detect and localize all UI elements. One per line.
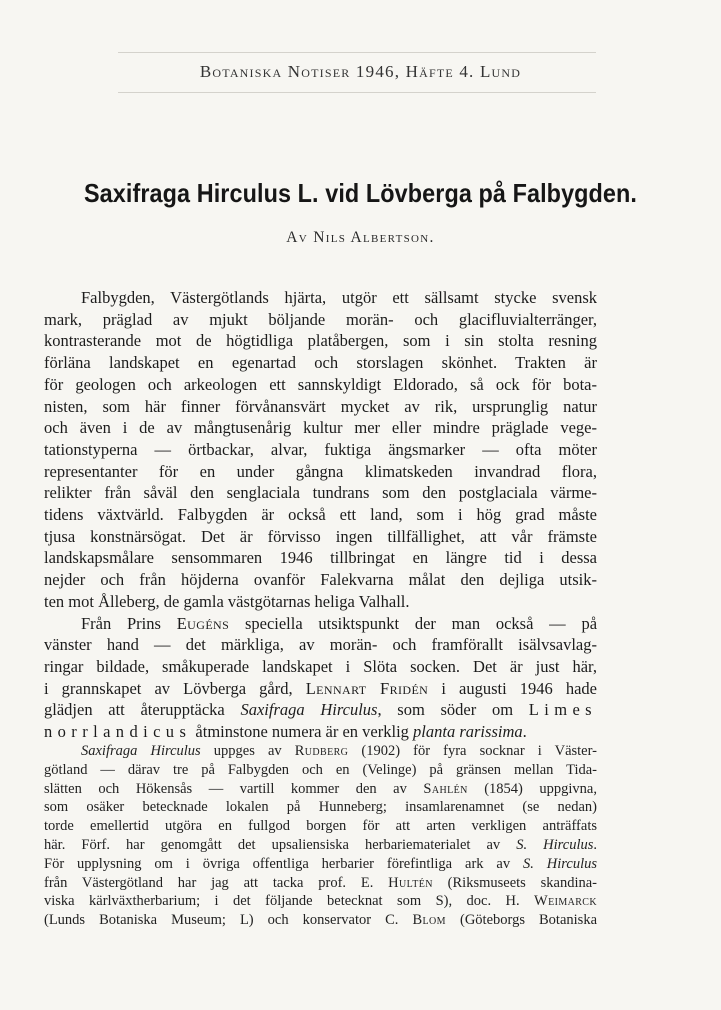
text-segment: slätten och Hökensås — vartill kommer den av: [44, 780, 424, 797]
text-segment: Lennart Fridén: [305, 678, 429, 698]
text-segment: .: [593, 836, 597, 853]
note-line: [44, 911, 597, 930]
top-rule: [118, 52, 596, 53]
text-line: [44, 309, 597, 331]
note-line: [44, 798, 597, 817]
text-line: [44, 482, 597, 504]
text-segment: För upplysning om i övriga offentliga herbarier förefintliga ark av: [44, 855, 524, 872]
text-line: [44, 656, 597, 678]
text-line: [44, 504, 597, 526]
text-segment: förläna landskapet en egenartad och storslagen skönhet. Trakten är: [44, 353, 597, 373]
running-head: Botaniska Notiser 1946, Häfte 4. Lund: [199, 62, 522, 81]
text-line: [44, 547, 597, 569]
text-segment: relikter från såväl den senglaciala tundrans som den postglaciala värme-: [44, 483, 597, 503]
text-line: [44, 330, 597, 352]
text-segment: landskapsmålare sensommaren 1946 tillbringat en längre tid i dessa: [44, 548, 597, 568]
text-segment: norrlandicus: [44, 722, 192, 742]
text-segment: Sahlén: [423, 780, 468, 797]
text-line: [44, 526, 597, 548]
text-line: [44, 439, 597, 461]
text-segment: Eugéns: [176, 613, 230, 633]
text-segment: tationstyperna — örtbackar, alvar, fuktiga ängsmarker — ofta möter: [44, 439, 597, 459]
text-segment: som osäker betecknade lokalen på Hunneberg; insamlarenamnet (se nedan): [44, 799, 597, 816]
text-segment: Falbygden, Västergötlands hjärta, utgör ett sällsamt stycke svensk: [81, 288, 597, 307]
text-segment: Saxifraga Hirculus: [240, 700, 378, 720]
text-segment: glädjen att återupptäcka: [44, 700, 241, 720]
text-segment: Hultén: [388, 874, 433, 891]
text-segment: S. Hirculus: [516, 836, 594, 853]
note-line: [44, 817, 597, 836]
text-segment: ringar bildade, småkuperade landskapet i Slöta socken. Det är just här,: [44, 656, 597, 676]
text-line: [44, 374, 597, 396]
text-segment: ten mot Ålleberg, de gamla västgötarnas heliga Valhall.: [44, 591, 410, 611]
text-segment: åtminstone numera är en verklig: [191, 722, 414, 742]
note-line: [44, 780, 597, 799]
note-line: [44, 836, 597, 855]
text-line: [44, 591, 597, 613]
text-segment: vänster hand — det märkliga, av morän- och framförallt isälvsavlag-: [44, 635, 597, 655]
byline: [0, 229, 721, 247]
text-segment: götland — därav tre på Falbygden och en (Velinge) på gränsen mellan Tida-: [44, 761, 597, 778]
text-segment: representanter för en under gångna klimatskeden invandrad flora,: [44, 461, 597, 481]
main-text: [44, 287, 597, 743]
head-rule: [118, 92, 596, 93]
text-segment: i grannskapet av Lövberga gård,: [44, 678, 306, 698]
text-segment: planta rarissima: [413, 722, 523, 742]
text-segment: nisten, som här finner förvånansvärt mycket av rik, ursprunglig natur: [44, 396, 597, 416]
text-line: [44, 721, 597, 743]
text-line: [44, 461, 597, 483]
note-line: [44, 855, 597, 874]
text-line: [44, 634, 597, 656]
text-segment: från Västergötland har jag att tacka prof. E.: [44, 874, 389, 891]
text-segment: Saxifraga Hirculus: [81, 743, 201, 759]
text-line: [44, 396, 597, 418]
text-segment: nejder och från höjderna ovanför Falekvarna målat den dejliga utsik-: [44, 570, 597, 590]
text-line: [44, 417, 597, 439]
text-segment: (Lunds Botaniska Museum; L) och konservator C.: [44, 912, 413, 929]
text-segment: , som söder om: [377, 700, 529, 720]
text-segment: uppges av: [200, 743, 295, 759]
note-line: [44, 761, 597, 780]
text-segment: torde emellertid utgöra en fullgod borgen för att arten verkligen anträffats: [44, 818, 597, 835]
text-segment: Weimarck: [534, 893, 597, 910]
text-line: [44, 678, 597, 700]
text-segment: och även i de av mångtusenårig kultur mer eller mindre präglade vege-: [44, 418, 597, 438]
text-line: [44, 569, 597, 591]
text-segment: .: [522, 722, 527, 742]
text-segment: S. Hirculus: [523, 855, 597, 872]
text-segment: tjusa konstnärsögat. Det är förvisso ingen tillfällighet, att vår främste: [44, 526, 597, 546]
note-line: [44, 742, 597, 761]
text-segment: speciella utsiktspunkt der man också — på: [229, 613, 598, 633]
note-text: [44, 742, 597, 930]
note-line: [44, 874, 597, 893]
text-segment: tidens växtvärld. Falbygden är också ett land, som i hög grad måste: [44, 505, 597, 525]
text-segment: här. Förf. har genomgått det upsaliensiska herbariematerialet av: [44, 836, 517, 853]
byline-prefix: Av: [286, 229, 309, 246]
text-segment: (1902) för fyra socknar i Väster-: [348, 743, 597, 759]
text-line: [44, 699, 597, 721]
text-line: [44, 352, 597, 374]
text-segment: Limes: [528, 700, 597, 720]
text-segment: Från Prins: [81, 613, 177, 633]
article-title: Saxifraga Hirculus L. vid Lövberga på Falbygden.: [83, 178, 638, 208]
author-name: Nils Albertson.: [313, 229, 435, 246]
note-line: [44, 892, 597, 911]
text-segment: i augusti 1946 hade: [428, 678, 597, 698]
text-segment: mark, präglad av mjukt böljande morän- och glacifluvialterränger,: [44, 309, 597, 329]
text-line: [44, 287, 597, 309]
text-segment: för geologen och arkeologen ett sannskyldigt Eldorado, så ock för bota-: [44, 374, 597, 394]
text-segment: kontrasterande mot de högtidliga platåbergen, som i sin stolta resning: [44, 331, 597, 351]
text-segment: (Riksmuseets skandina-: [432, 874, 597, 891]
text-segment: (Göteborgs Botaniska: [445, 912, 598, 929]
text-segment: viska kärlväxtherbarium; i det följande betecknat som S), doc. H.: [44, 893, 534, 910]
text-segment: Rudberg: [294, 743, 349, 759]
text-segment: Blom: [412, 912, 446, 929]
text-segment: (1854) uppgivna,: [467, 780, 597, 797]
text-line: [44, 613, 597, 635]
